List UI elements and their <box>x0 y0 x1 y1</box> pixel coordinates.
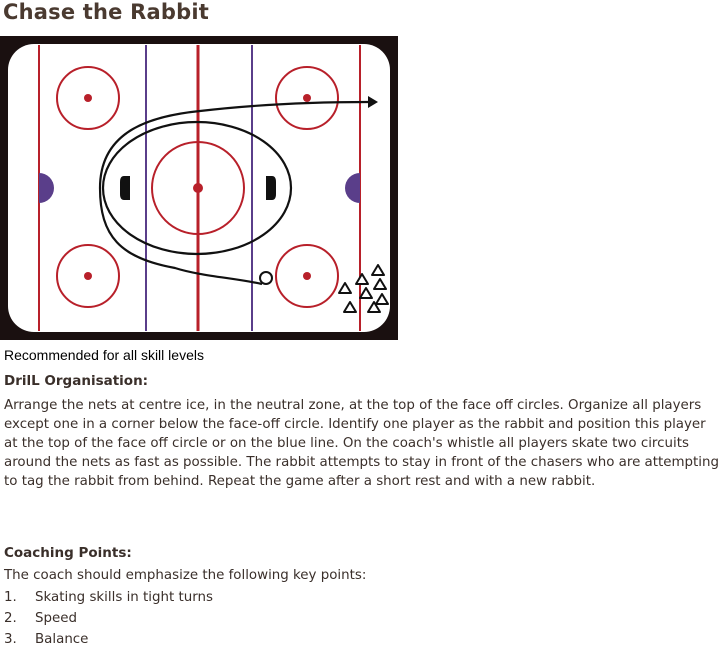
rabbit-player <box>260 272 272 284</box>
net-right <box>266 176 276 200</box>
list-item <box>4 611 213 632</box>
list-number: 2. <box>4 611 17 626</box>
page-title: Chase the Rabbit <box>3 0 209 24</box>
net-left <box>120 176 130 200</box>
organisation-heading: DrilL Organisation: <box>4 373 149 389</box>
coaching-points-list <box>4 590 213 653</box>
organisation-text: Arrange the nets at centre ice, in the neutral zone, at the top of the face off circles. Organize all players except one in a corner below the face-off circle. Identify one player as the rabbit and position this player at the top of the face off circle or on the blue line. On the coach's whistle all players skate two circuits around the nets as fast as possible. The rabbit attempts to stay in front of the chasers who are attempting to tag the rabbit from behind. Repeat the game after a short rest and with a new rabbit. <box>4 398 720 489</box>
list-text: Skating skills in tight turns <box>35 590 213 605</box>
centre-dot <box>193 183 203 193</box>
coaching-intro: The coach should emphasize the following key points: <box>4 568 367 583</box>
faceoff-dot-bottom-right <box>303 272 311 280</box>
list-text: Speed <box>35 611 77 626</box>
faceoff-dot-top-left <box>84 94 92 102</box>
rink-diagram <box>0 36 398 340</box>
faceoff-dot-bottom-left <box>84 272 92 280</box>
skill-level-note: Recommended for all skill levels <box>4 347 204 363</box>
list-item <box>4 590 213 611</box>
list-item <box>4 632 213 653</box>
coaching-heading: Coaching Points: <box>4 545 132 561</box>
faceoff-dot-top-right <box>303 94 311 102</box>
list-number: 1. <box>4 590 17 605</box>
list-text: Balance <box>35 632 89 647</box>
list-number: 3. <box>4 632 17 647</box>
